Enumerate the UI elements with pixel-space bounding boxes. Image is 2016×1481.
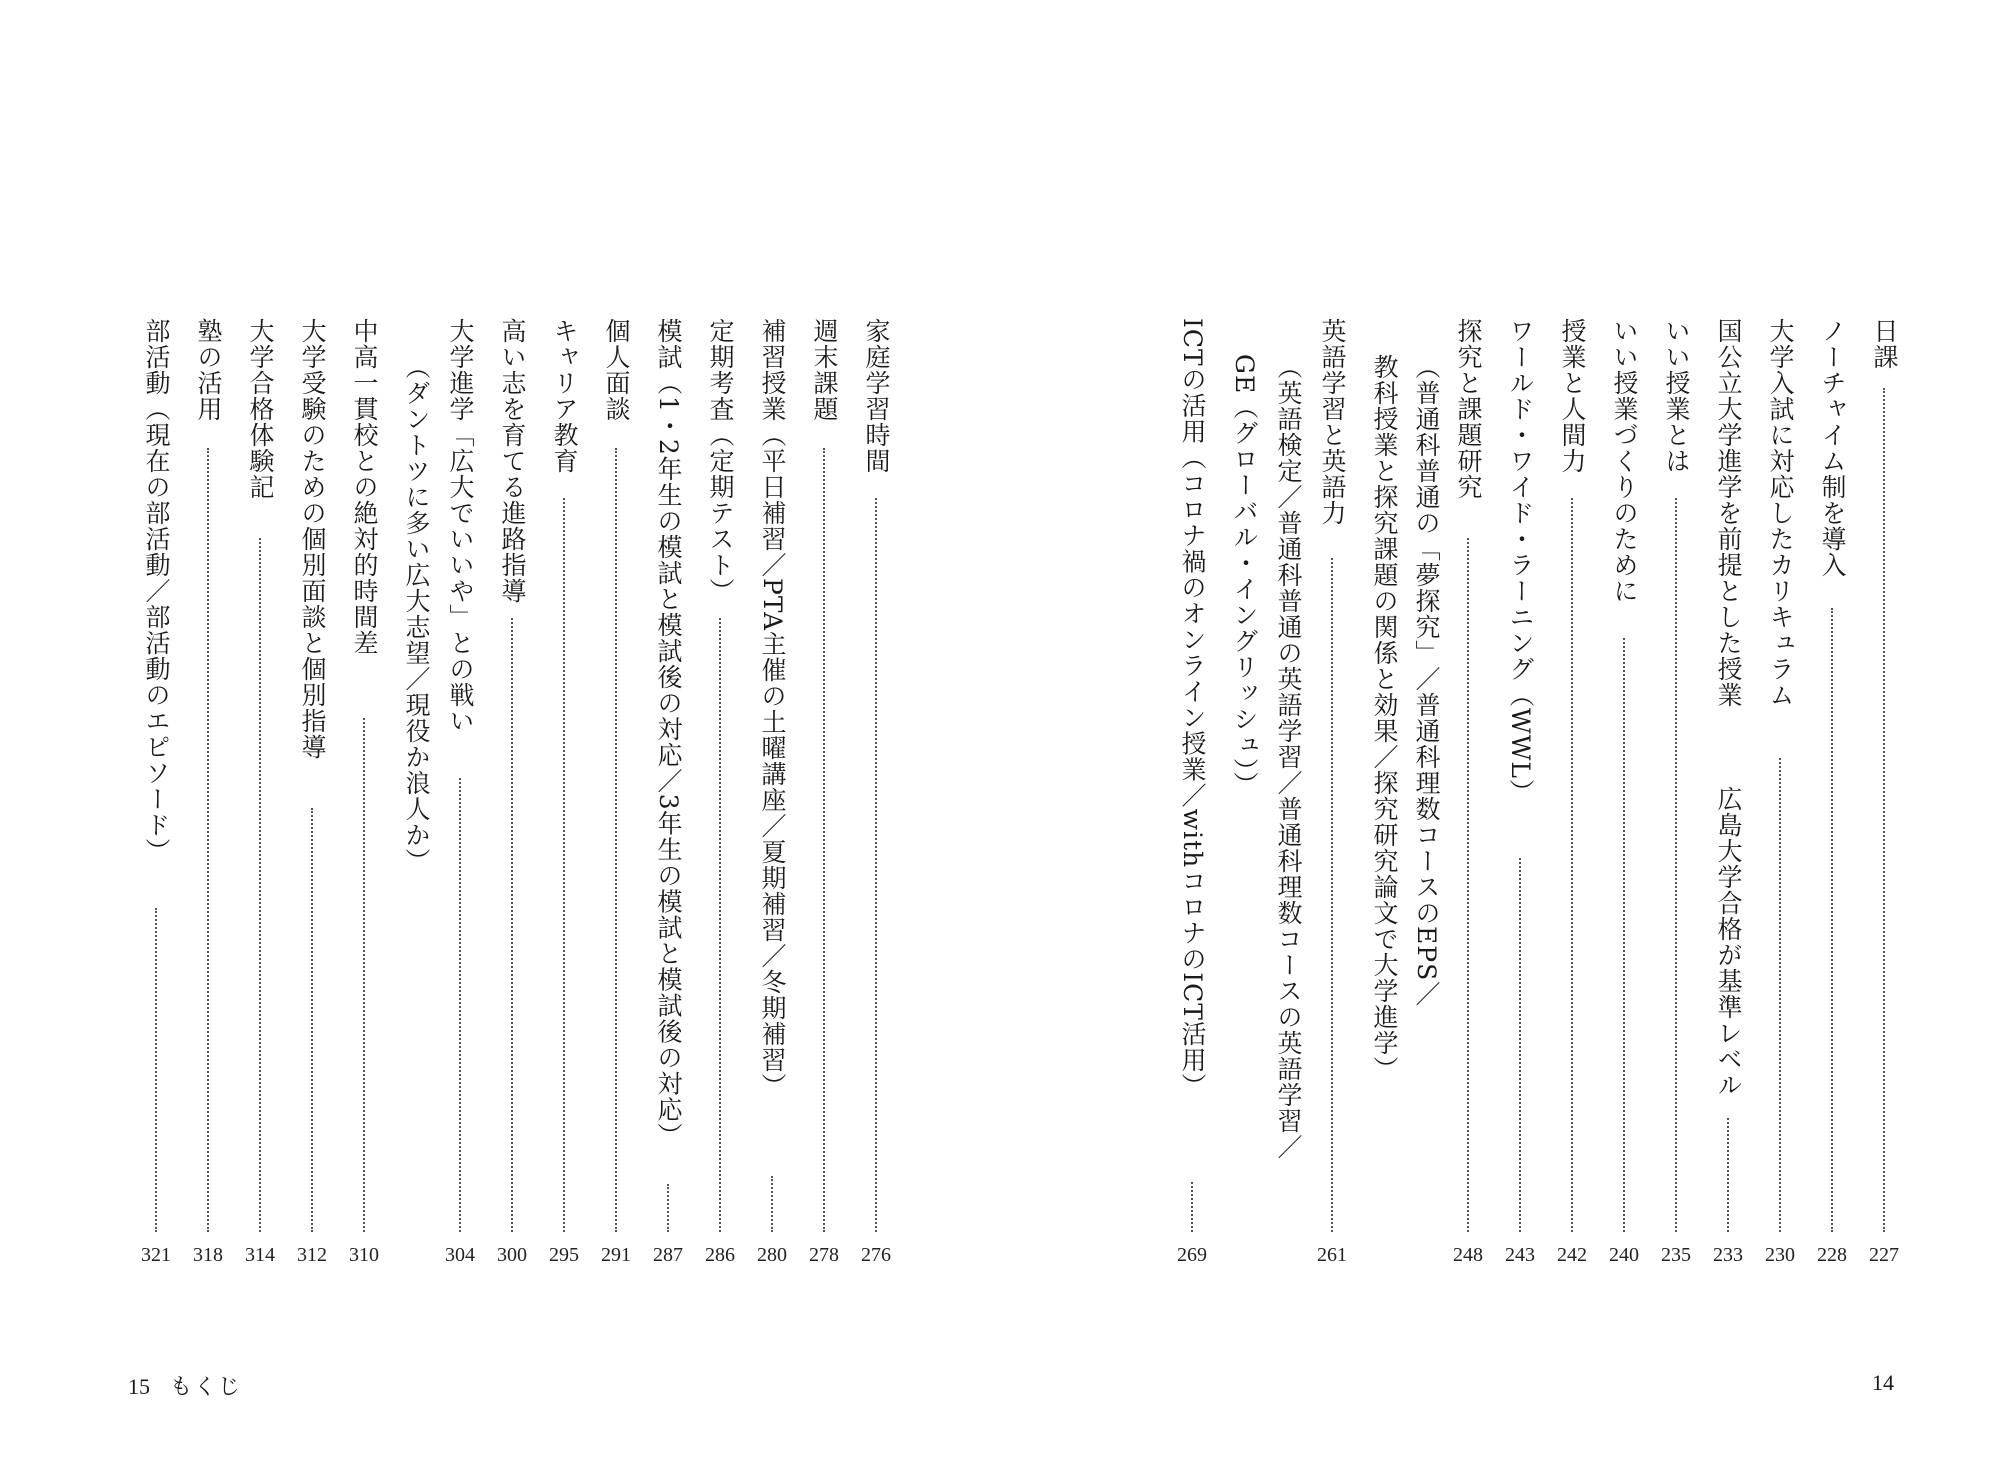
- dot-leader: [1727, 1118, 1729, 1232]
- toc-page-number: 304: [445, 1244, 475, 1266]
- toc-entry-title: ワールド・ワイド・ラーニング（WWL）: [1506, 318, 1535, 805]
- toc-entry[interactable]: [650, 318, 686, 1268]
- dot-leader: [615, 448, 617, 1232]
- toc-entry-title: ICTの活用（コロナ禍のオンライン授業／withコロナのICT活用）: [1178, 318, 1207, 1099]
- toc-page-number: 321: [141, 1244, 171, 1266]
- toc-entry-title: 中高一貫校との絶対的時間差: [350, 318, 379, 656]
- toc-page-number: 228: [1817, 1244, 1847, 1266]
- toc-entry-title: 大学進学「広大でいいや」との戦い: [446, 318, 475, 734]
- toc-entry[interactable]: [242, 318, 278, 1268]
- dot-leader: [1675, 498, 1677, 1232]
- dot-leader: [1467, 538, 1469, 1232]
- toc-page-number: 243: [1505, 1244, 1535, 1266]
- toc-entry-title: 家庭学習時間: [862, 318, 891, 474]
- toc-entry[interactable]: [1174, 318, 1210, 1268]
- toc-entry-title: いい授業とは: [1662, 318, 1691, 474]
- toc-entry-title: 授業と人間力: [1558, 318, 1587, 474]
- dot-leader: [155, 908, 157, 1232]
- dot-leader: [823, 448, 825, 1232]
- toc-entry-title: 補習授業（平日補習／PTA主催の土曜講座／夏期補習／冬期補習）: [758, 318, 787, 1100]
- toc-entry-title: キャリア教育: [550, 318, 579, 474]
- toc-entry-detail: （普通科普通の「夢探究」／普通科理数コースのEPS／: [1412, 354, 1441, 1008]
- toc-entry[interactable]: [138, 318, 174, 1268]
- folio-number: 15: [128, 1374, 150, 1399]
- toc-page-number: 233: [1713, 1244, 1743, 1266]
- toc-entry[interactable]: [1502, 318, 1538, 1268]
- folio-number: 14: [1872, 1370, 1894, 1395]
- dot-leader: [1623, 638, 1625, 1232]
- toc-entry-sub: [1270, 318, 1306, 1268]
- toc-page-number: 227: [1869, 1244, 1899, 1266]
- toc-entry-title: 部活動（現在の部活動／部活動のエピソード）: [142, 318, 171, 864]
- toc-page-number: 300: [497, 1244, 527, 1266]
- toc-entry[interactable]: [1554, 318, 1590, 1268]
- toc-entry-title: 塾の活用: [194, 318, 223, 422]
- dot-leader: [1571, 498, 1573, 1232]
- toc-page-number: 314: [245, 1244, 275, 1266]
- toc-entry[interactable]: [858, 318, 894, 1268]
- toc-page-number: 278: [809, 1244, 839, 1266]
- toc-entry-subtitle: 広島大学合格が基準レベル: [1714, 786, 1743, 1098]
- toc-entry-title: 大学受験のための個別面談と個別指導: [298, 318, 327, 760]
- toc-entry[interactable]: [1450, 318, 1486, 1268]
- toc-entry[interactable]: [806, 318, 842, 1268]
- toc-entry-title: 高い志を育てる進路指導: [498, 318, 527, 604]
- dot-leader: [459, 778, 461, 1232]
- toc-entry-detail: GE（グローバル・イングリッシュ））: [1230, 354, 1259, 798]
- dot-leader: [1519, 858, 1521, 1232]
- dot-leader: [719, 618, 721, 1232]
- toc-entry-detail: （英語検定／普通科普通の英語学習／普通科理数コースの英語学習／: [1274, 354, 1303, 1160]
- dot-leader: [311, 808, 313, 1232]
- toc-page-number: 240: [1609, 1244, 1639, 1266]
- toc-entry[interactable]: [1762, 318, 1798, 1268]
- toc-entry-title: 探究と課題研究: [1454, 318, 1483, 500]
- running-head: もくじ: [170, 1374, 243, 1399]
- toc-entry[interactable]: [294, 318, 330, 1268]
- toc-page-number: 248: [1453, 1244, 1483, 1266]
- dot-leader: [875, 498, 877, 1232]
- dot-leader: [1883, 388, 1885, 1232]
- page-footer-15: [128, 1370, 242, 1401]
- toc-entry-title: 週末課題: [810, 318, 839, 422]
- toc-entry[interactable]: [1658, 318, 1694, 1268]
- toc-entry[interactable]: [442, 318, 478, 1268]
- dot-leader: [207, 448, 209, 1232]
- toc-entry-detail: （ダントツに多い広大志望／現役か浪人か）: [402, 354, 431, 874]
- toc-entry-sub: [1366, 318, 1402, 1268]
- toc-page-14: [1008, 0, 2016, 1481]
- toc-entry-title: 大学入試に対応したカリキュラム: [1766, 318, 1795, 708]
- toc-page-number: 269: [1177, 1244, 1207, 1266]
- toc-entry-title: 模試（1・2年生の模試と模試後の対応／3年生の模試と模試後の対応）: [654, 318, 683, 1149]
- dot-leader: [771, 1176, 773, 1232]
- toc-entry[interactable]: [1866, 318, 1902, 1268]
- toc-entry-detail: 教科授業と探究課題の関係と効果／探究研究論文で大学進学）: [1370, 354, 1399, 1082]
- dot-leader: [511, 618, 513, 1232]
- toc-entry-sub: [1408, 318, 1444, 1268]
- toc-page-number: 235: [1661, 1244, 1691, 1266]
- toc-entry[interactable]: [1314, 318, 1350, 1268]
- dot-leader: [1331, 558, 1333, 1232]
- toc-page-number: 318: [193, 1244, 223, 1266]
- toc-entry[interactable]: [1710, 318, 1746, 1268]
- toc-entry[interactable]: [190, 318, 226, 1268]
- toc-entry[interactable]: [702, 318, 738, 1268]
- toc-entry[interactable]: [754, 318, 790, 1268]
- toc-entry-title: 日課: [1870, 318, 1899, 370]
- toc-entry-title: 個人面談: [602, 318, 631, 422]
- toc-page-number: 242: [1557, 1244, 1587, 1266]
- toc-entry-sub: [1226, 318, 1262, 1268]
- toc-entry-title: 大学合格体験記: [246, 318, 275, 500]
- toc-entry-title: 英語学習と英語力: [1318, 318, 1347, 526]
- toc-entry-title: 定期考査（定期テスト）: [706, 318, 735, 604]
- page-number-14: [1872, 1370, 1894, 1396]
- toc-page-number: 310: [349, 1244, 379, 1266]
- toc-entry[interactable]: [598, 318, 634, 1268]
- toc-page-number: 280: [757, 1244, 787, 1266]
- toc-entry-title: 国公立大学進学を前提とした授業: [1714, 318, 1743, 708]
- toc-page-number: 276: [861, 1244, 891, 1266]
- toc-page-number: 287: [653, 1244, 683, 1266]
- toc-page-number: 261: [1317, 1244, 1347, 1266]
- toc-page-number: 295: [549, 1244, 579, 1266]
- dot-leader: [1779, 758, 1781, 1232]
- toc-page-number: 312: [297, 1244, 327, 1266]
- dot-leader: [563, 498, 565, 1232]
- toc-entry[interactable]: [1814, 318, 1850, 1268]
- toc-entry[interactable]: [494, 318, 530, 1268]
- toc-entry-sub: [398, 318, 434, 1268]
- toc-entry-title: いい授業づくりのために: [1610, 318, 1639, 604]
- toc-page-number: 230: [1765, 1244, 1795, 1266]
- dot-leader: [667, 1184, 669, 1232]
- dot-leader: [363, 718, 365, 1232]
- toc-entry[interactable]: [546, 318, 582, 1268]
- dot-leader: [1831, 608, 1833, 1232]
- toc-entry[interactable]: [1606, 318, 1642, 1268]
- dot-leader: [1191, 1182, 1193, 1232]
- toc-entry[interactable]: [346, 318, 382, 1268]
- toc-entry-title: ノーチャイム制を導入: [1818, 318, 1847, 578]
- toc-page-number: 291: [601, 1244, 631, 1266]
- dot-leader: [259, 538, 261, 1232]
- toc-page-number: 286: [705, 1244, 735, 1266]
